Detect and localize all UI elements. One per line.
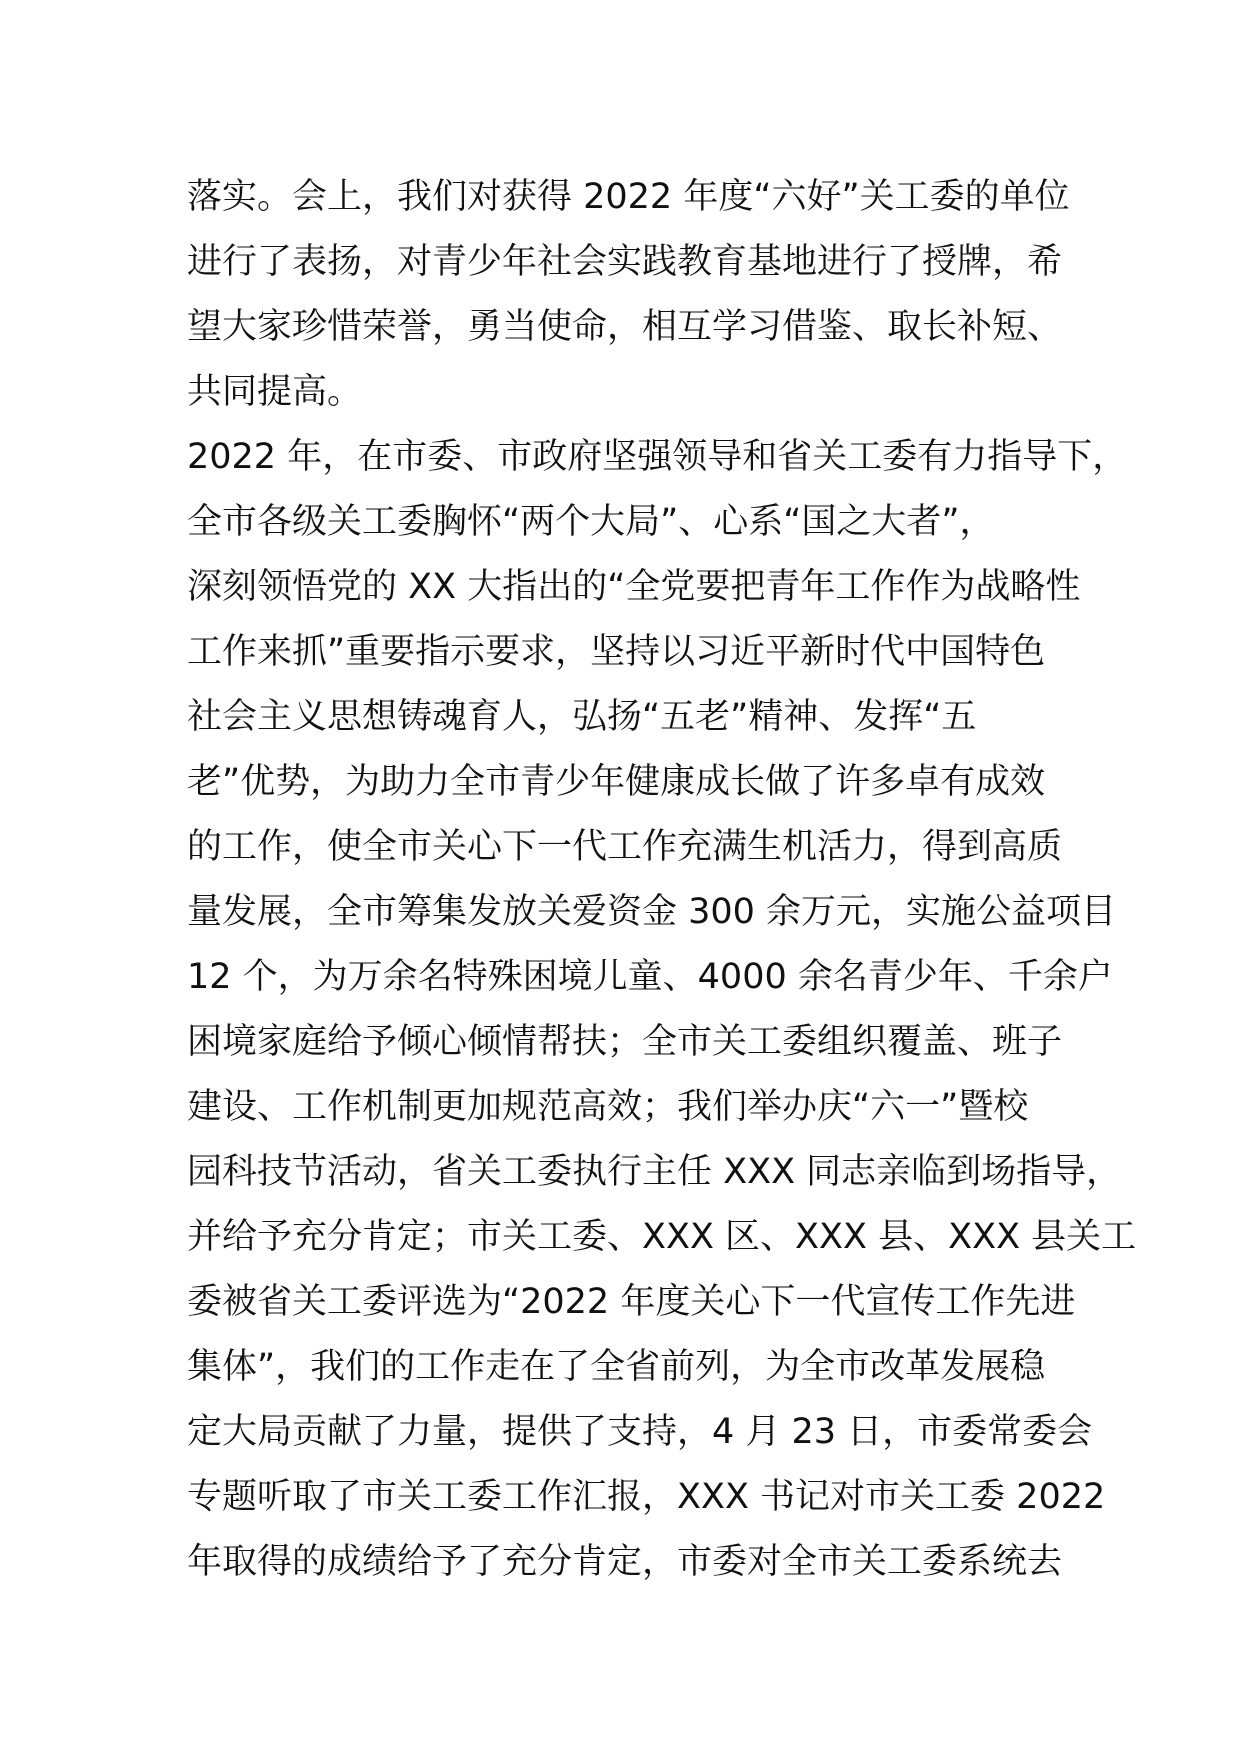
text-line: 落实。会上，我们对获得 2022 年度“六好”关工委的单位: [187, 177, 1070, 217]
text-line: 并给予充分肯定；市关工委、XXX 区、XXX 县、XXX 县关工: [187, 1217, 1137, 1257]
text-line: 建设、工作机制更加规范高效；我们举办庆“六一”暨校: [187, 1087, 1029, 1127]
text-line: 进行了表扬，对青少年社会实践教育基地进行了授牌，希: [187, 242, 1063, 282]
text-line: 定大局贡献了力量，提供了支持，4 月 23 日，市委常委会: [187, 1412, 1093, 1452]
text-line: 社会主义思想铸魂育人，弘扬“五老”精神、发挥“五: [187, 697, 977, 737]
text-line: 工作来抓”重要指示要求，坚持以习近平新时代中国特色: [187, 632, 1046, 672]
text-line: 2022 年，在市委、市政府坚强领导和省关工委有力指导下，: [187, 437, 1128, 477]
text-line: 量发展，全市筹集发放关爱资金 300 余万元，实施公益项目: [187, 892, 1117, 932]
text-line: 全市各级关工委胸怀“两个大局”、心系“国之大者”，: [187, 502, 995, 542]
text-line: 园科技节活动，省关工委执行主任 XXX 同志亲临到场指导，: [187, 1152, 1122, 1192]
text-line: 老”优势，为助力全市青少年健康成长做了许多卓有成效: [187, 762, 1046, 802]
text-line: 望大家珍惜荣誉，勇当使命，相互学习借鉴、取长补短、: [187, 307, 1063, 347]
text-line: 深刻领悟党的 XX 大指出的“全党要把青年工作作为战略性: [187, 567, 1081, 607]
text-line: 困境家庭给予倾心倾情帮扶；全市关工委组织覆盖、班子: [187, 1022, 1063, 1062]
text-line: 共同提高。: [187, 372, 363, 412]
text-line: 年取得的成绩给予了充分肯定，市委对全市关工委系统去: [187, 1542, 1063, 1582]
text-line: 的工作，使全市关心下一代工作充满生机活力，得到高质: [187, 827, 1063, 867]
body-text: [187, 165, 1137, 1595]
text-line: 委被省关工委评选为“2022 年度关心下一代宣传工作先进: [187, 1282, 1076, 1322]
text-line: 专题听取了市关工委工作汇报，XXX 书记对市关工委 2022: [187, 1477, 1106, 1517]
text-line: 集体”，我们的工作走在了全省前列，为全市改革发展稳: [187, 1347, 1046, 1387]
text-line: 12 个，为万余名特殊困境儿童、4000 余名青少年、千余户: [187, 957, 1113, 997]
